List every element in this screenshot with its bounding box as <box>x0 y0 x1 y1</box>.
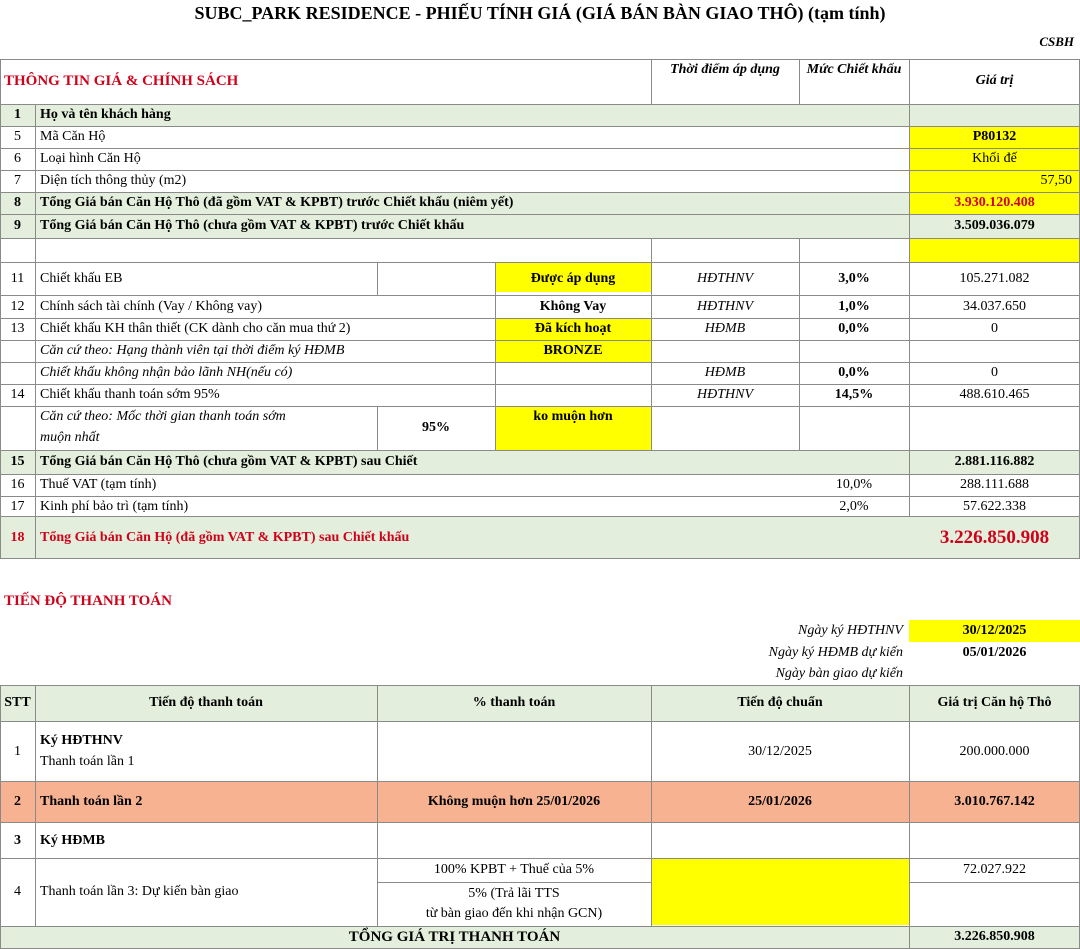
pay-3-title: Ký HĐMB <box>40 833 105 848</box>
row-6-no: 6 <box>14 151 21 166</box>
col-header-time: Thời điểm áp dụng <box>670 62 780 77</box>
row-11-label: Chiết khấu EB <box>40 271 123 286</box>
row-13-time: HĐMB <box>704 321 746 336</box>
pay-4-pct1: 100% KPBT + Thuế của 5% <box>433 862 595 877</box>
row-14a-pct: 95% <box>422 420 450 435</box>
pay-3-no: 3 <box>14 833 21 848</box>
row-5-label: Mã Căn Hộ <box>40 129 106 144</box>
row-18-no: 18 <box>10 530 25 545</box>
pay-1-value: 200.000.000 <box>959 744 1030 759</box>
row-9-label: Tổng Giá bán Căn Hộ Thô (chưa gồm VAT & KPBT) trước Chiết khấu <box>40 218 465 233</box>
row-17-no: 17 <box>10 499 25 514</box>
row-1-label: Họ và tên khách hàng <box>40 107 171 122</box>
row-12-rate: 1,0% <box>838 299 870 314</box>
section-title-payment: TIẾN ĐỘ THANH TOÁN <box>4 593 172 609</box>
row-16-rate: 10,0% <box>835 477 873 492</box>
yellow-pay-4 <box>651 858 909 925</box>
pay-1-sub: Thanh toán lần 1 <box>40 754 135 769</box>
row-14a-status: ko muộn hơn <box>533 409 613 424</box>
row-7-no: 7 <box>14 173 21 188</box>
row-16-no: 16 <box>10 477 25 492</box>
pay-4-value1: 72.027.922 <box>963 862 1026 877</box>
pay-2-date: 25/01/2026 <box>748 794 812 809</box>
pay-header-stt: STT <box>4 695 31 710</box>
row-13b-rate: 0,0% <box>838 365 870 380</box>
row-7-label: Diện tích thông thủy (m2) <box>40 173 187 188</box>
yellow-empty <box>909 238 1080 262</box>
row-14-label: Chiết khấu thanh toán sớm 95% <box>40 387 220 402</box>
pay-2-title: Thanh toán lần 2 <box>40 794 143 809</box>
row-5-value: P80132 <box>972 129 1017 144</box>
pay-header-value: Giá trị Căn hộ Thô <box>937 695 1052 710</box>
row-16-label: Thuế VAT (tạm tính) <box>40 477 157 492</box>
pay-4-no: 4 <box>14 884 21 899</box>
pay-header-pct: % thanh toán <box>472 695 556 710</box>
pay-total-label: TỔNG GIÁ TRỊ THANH TOÁN <box>348 929 561 945</box>
row-17-value: 57.622.338 <box>963 499 1026 514</box>
row-17-label: Kinh phí bảo trì (tạm tính) <box>40 499 189 514</box>
row-8-value: 3.930.120.408 <box>954 195 1035 210</box>
row-13-rate: 0,0% <box>838 321 870 336</box>
pay-4-pct2a: 5% (Trả lãi TTS <box>468 886 560 901</box>
date2-value: 05/01/2026 <box>962 645 1027 660</box>
row-6-label: Loại hình Căn Hộ <box>40 151 141 166</box>
row-12-status: Không Vay <box>539 299 607 314</box>
pay-1-no: 1 <box>14 744 21 759</box>
row-15-no: 15 <box>10 454 25 469</box>
pay-header-std: Tiến độ chuẩn <box>737 695 823 710</box>
row-13-no: 13 <box>10 321 25 336</box>
row-9-value: 3.509.036.079 <box>954 218 1035 233</box>
row-18-value: 3.226.850.908 <box>939 527 1050 548</box>
row-8-no: 8 <box>14 195 21 210</box>
row-14-value: 488.610.465 <box>959 387 1030 402</box>
row-14a-label-2: muộn nhất <box>40 430 100 445</box>
date3-label: Ngày bàn giao dự kiến <box>775 666 903 681</box>
row-11-rate: 3,0% <box>838 271 870 286</box>
row-17-rate: 2,0% <box>839 499 869 514</box>
row-18-label: Tổng Giá bán Căn Hộ (đã gồm VAT & KPBT) sau Chiết khấu <box>40 530 410 545</box>
row-13a-status: BRONZE <box>543 343 603 358</box>
row-12-time: HĐTHNV <box>696 299 753 314</box>
col-header-rate: Mức Chiết khấu <box>806 62 902 77</box>
row-11-time: HĐTHNV <box>696 271 753 286</box>
row-14-rate: 14,5% <box>834 387 874 402</box>
col-header-value: Giá trị <box>975 73 1014 88</box>
row-13b-label: Chiết khấu không nhận bảo lãnh NH(nếu có) <box>40 365 293 380</box>
row-16-value: 288.111.688 <box>960 477 1029 492</box>
row-5-no: 5 <box>14 129 21 144</box>
pay-2-pct: Không muộn hơn 25/01/2026 <box>427 794 601 809</box>
row-11-no: 11 <box>10 271 25 286</box>
row-11-value: 105.271.082 <box>959 271 1030 286</box>
row-13-value: 0 <box>991 321 998 336</box>
row-13-status: Đã kích hoạt <box>534 321 612 336</box>
row-12-label: Chính sách tài chính (Vay / Không vay) <box>40 299 263 314</box>
row-12-value: 34.037.650 <box>963 299 1026 314</box>
row-13a-label: Căn cứ theo: Hạng thành viên tại thời điểm ký HĐMB <box>40 343 345 358</box>
row-15-label: Tổng Giá bán Căn Hộ Thô (chưa gồm VAT & KPBT) sau Chiết <box>40 454 418 469</box>
pay-4-title: Thanh toán lần 3: Dự kiến bàn giao <box>40 884 239 899</box>
page-title: SUBC_PARK RESIDENCE - PHIẾU TÍNH GIÁ (GIÁ BÁN BÀN GIAO THÔ) (tạm tính) <box>194 3 886 23</box>
pay-header-progress: Tiến độ thanh toán <box>149 695 263 710</box>
pay-4-pct2b: từ bàn giao đến khi nhận GCN) <box>425 906 603 921</box>
row-13-label: Chiết khấu KH thân thiết (CK dành cho căn mua thứ 2) <box>40 321 351 336</box>
policy-code: CSBH <box>1039 34 1074 49</box>
row-12-no: 12 <box>10 299 25 314</box>
row-9-no: 9 <box>14 218 21 233</box>
row-13b-value: 0 <box>991 365 998 380</box>
row-1-no: 1 <box>14 107 21 122</box>
pay-total-value: 3.226.850.908 <box>954 929 1035 944</box>
row-8-label: Tổng Giá bán Căn Hộ Thô (đã gồm VAT & KPBT) trước Chiết khấu (niêm yết) <box>40 195 514 210</box>
pay-2-value: 3.010.767.142 <box>954 794 1035 809</box>
row-15-value: 2.881.116.882 <box>954 454 1035 469</box>
pay-1-date: 30/12/2025 <box>748 744 812 759</box>
row-14-time: HĐTHNV <box>696 387 753 402</box>
pay-1-title: Ký HĐTHNV <box>40 733 123 748</box>
row-14a-label: Căn cứ theo: Mốc thời gian thanh toán sớm <box>40 409 286 424</box>
row-7-value: 57,50 <box>1040 173 1072 188</box>
row-6-value: Khối đế <box>972 151 1017 166</box>
date1-value: 30/12/2025 <box>962 623 1027 638</box>
row-11-status: Được áp dụng <box>530 271 616 286</box>
pay-2-no: 2 <box>14 794 21 809</box>
date1-label: Ngày ký HĐTHNV <box>798 623 903 638</box>
row-13b-time: HĐMB <box>704 365 746 380</box>
section-title-price: THÔNG TIN GIÁ & CHÍNH SÁCH <box>4 73 239 89</box>
date2-label: Ngày ký HĐMB dự kiến <box>768 645 903 660</box>
row-14-no: 14 <box>10 387 25 402</box>
